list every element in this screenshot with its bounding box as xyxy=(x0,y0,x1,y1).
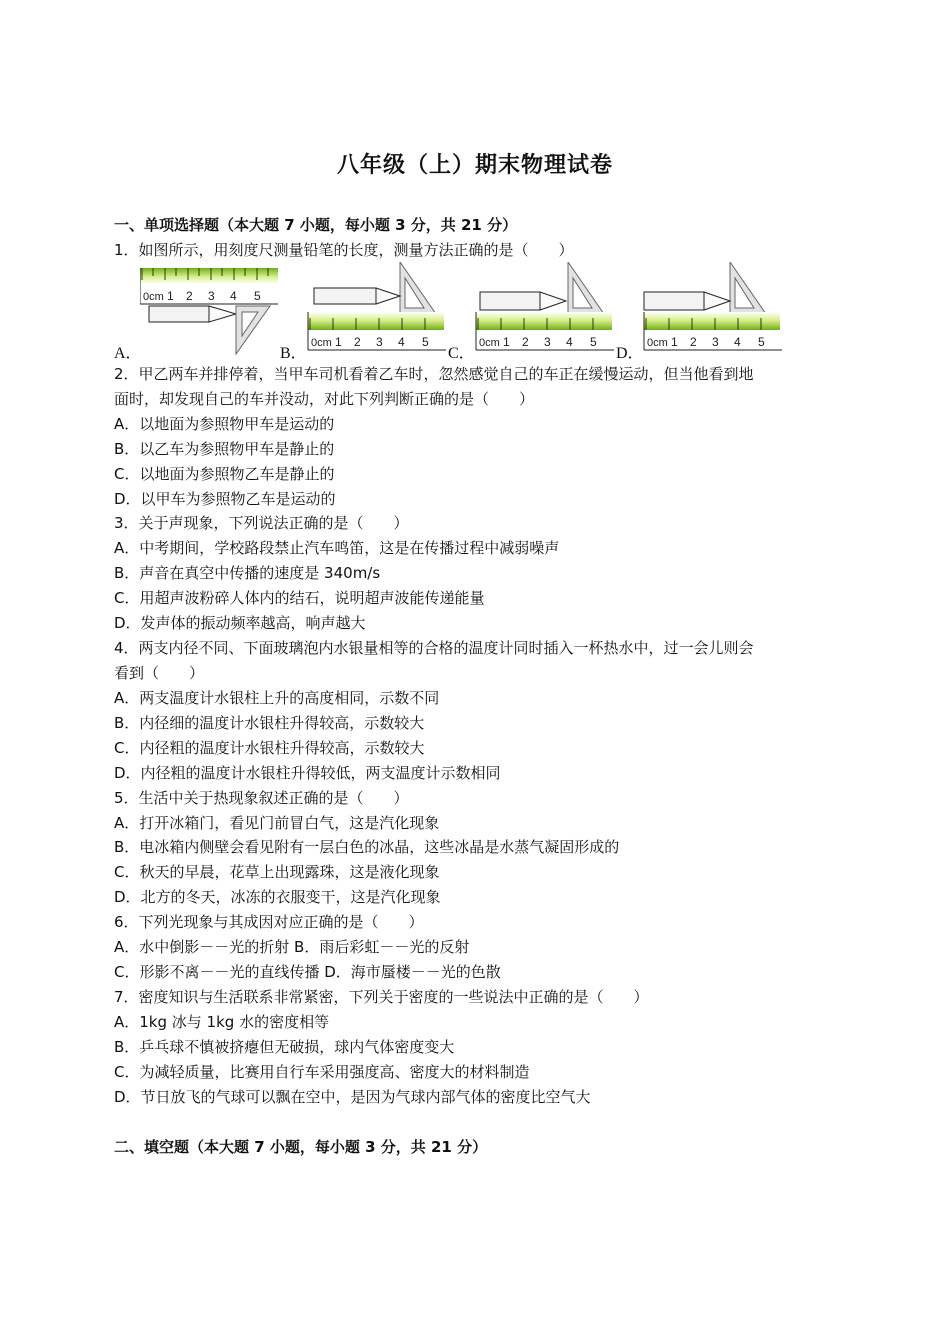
question-3-option-c: C．用超声波粉碎人体内的结石，说明超声波能传递能量 xyxy=(114,589,485,607)
svg-text:1: 1 xyxy=(503,335,510,349)
ruler-figure-a xyxy=(140,262,280,362)
question-3-option-d: D．发声体的振动频率越高，响声越大 xyxy=(114,614,366,632)
ruler-figure-c xyxy=(474,262,616,362)
question-4-stem-line-1: 4．两支内径不同、下面玻璃泡内水银量相等的合格的温度计同时插入一杯热水中，过一会儿则会 xyxy=(114,639,754,657)
question-2-option-d: D．以甲车为参照物乙车是运动的 xyxy=(114,490,336,508)
question-5-option-b: B．电冰箱内侧壁会看见附有一层白色的冰晶，这些冰晶是水蒸气凝固形成的 xyxy=(114,838,620,856)
svg-text:5: 5 xyxy=(590,335,597,349)
svg-text:3: 3 xyxy=(712,335,719,349)
question-4-option-b: B．内径细的温度计水银柱升得较高，示数较大 xyxy=(114,714,425,732)
question-1-figures xyxy=(114,262,794,362)
ruler-figure-b xyxy=(306,262,448,362)
question-3-option-a: A．中考期间，学校路段禁止汽车鸣笛，这是在传播过程中减弱噪声 xyxy=(114,539,560,557)
ruler-figure-d xyxy=(642,262,784,362)
section-heading-2: 二、填空题（本大题 7 小题，每小题 3 分，共 21 分） xyxy=(114,1138,488,1156)
question-6-options-cd: C．形影不离－－光的直线传播 D．海市蜃楼－－光的色散 xyxy=(114,963,501,981)
figure-label-c: C． xyxy=(448,345,475,362)
svg-text:0cm: 0cm xyxy=(647,337,668,349)
section-heading-1: 一、单项选择题（本大题 7 小题，每小题 3 分，共 21 分） xyxy=(114,216,518,234)
figure-label-a: A． xyxy=(114,345,142,362)
question-2-option-b: B．以乙车为参照物甲车是静止的 xyxy=(114,440,335,458)
question-5-option-c: C．秋天的早晨，花草上出现露珠，这是液化现象 xyxy=(114,863,440,881)
svg-text:3: 3 xyxy=(208,289,215,303)
figure-label-b: B． xyxy=(280,345,307,362)
svg-text:0cm: 0cm xyxy=(479,337,500,349)
question-7-stem: 7．密度知识与生活联系非常紧密，下列关于密度的一些说法中正确的是（ ） xyxy=(114,988,649,1006)
question-4-option-c: C．内径粗的温度计水银柱升得较高，示数较大 xyxy=(114,739,425,757)
question-3-option-b: B．声音在真空中传播的速度是 340m/s xyxy=(114,564,381,582)
question-1-stem: 1．如图所示，用刻度尺测量铅笔的长度，测量方法正确的是（ ） xyxy=(114,241,574,259)
question-5-option-d: D．北方的冬天，冰冻的衣服变干，这是汽化现象 xyxy=(114,888,441,906)
svg-text:3: 3 xyxy=(544,335,551,349)
page-title: 八年级（上）期末物理试卷 xyxy=(336,153,613,178)
question-5-option-a: A．打开冰箱门，看见门前冒白气，这是汽化现象 xyxy=(114,814,440,832)
svg-text:2: 2 xyxy=(690,335,697,349)
svg-text:5: 5 xyxy=(758,335,765,349)
svg-text:5: 5 xyxy=(422,335,429,349)
svg-text:2: 2 xyxy=(354,335,361,349)
svg-text:2: 2 xyxy=(522,335,529,349)
question-7-option-b: B．乒乓球不慎被挤瘪但无破损，球内气体密度变大 xyxy=(114,1038,455,1056)
question-2-option-c: C．以地面为参照物乙车是静止的 xyxy=(114,465,335,483)
question-6-stem: 6．下列光现象与其成因对应正确的是（ ） xyxy=(114,913,424,931)
svg-text:4: 4 xyxy=(398,335,405,349)
question-7-option-d: D．节日放飞的气球可以飘在空中，是因为气球内部气体的密度比空气大 xyxy=(114,1088,591,1106)
svg-text:1: 1 xyxy=(671,335,678,349)
svg-text:4: 4 xyxy=(566,335,573,349)
question-3-stem: 3．关于声现象，下列说法正确的是（ ） xyxy=(114,514,409,532)
svg-text:0cm: 0cm xyxy=(143,291,164,303)
question-7-option-c: C．为减轻质量，比赛用自行车采用强度高、密度大的材料制造 xyxy=(114,1063,530,1081)
svg-text:3: 3 xyxy=(376,335,383,349)
svg-text:4: 4 xyxy=(230,289,237,303)
question-5-stem: 5．生活中关于热现象叙述正确的是（ ） xyxy=(114,789,409,807)
question-4-option-d: D．内径粗的温度计水银柱升得较低，两支温度计示数相同 xyxy=(114,764,501,782)
figure-label-d: D． xyxy=(616,345,644,362)
question-7-option-a: A．1kg 冰与 1kg 水的密度相等 xyxy=(114,1013,330,1031)
question-4-stem-line-2: 看到（ ） xyxy=(114,664,205,682)
question-6-options-ab: A．水中倒影－－光的折射 B．雨后彩虹－－光的反射 xyxy=(114,938,470,956)
svg-text:1: 1 xyxy=(335,335,342,349)
question-2-option-a: A．以地面为参照物甲车是运动的 xyxy=(114,415,335,433)
svg-text:0cm: 0cm xyxy=(311,337,332,349)
question-2-stem-line-1: 2．甲乙两车并排停着，当甲车司机看着乙车时，忽然感觉自己的车正在缓慢运动，但当他看到地 xyxy=(114,365,754,383)
svg-text:1: 1 xyxy=(167,289,174,303)
svg-text:5: 5 xyxy=(254,289,261,303)
question-4-option-a: A．两支温度计水银柱上升的高度相同，示数不同 xyxy=(114,689,440,707)
svg-text:4: 4 xyxy=(734,335,741,349)
question-2-stem-line-2: 面时，却发现自己的车并没动，对此下列判断正确的是（ ） xyxy=(114,390,535,408)
svg-text:2: 2 xyxy=(186,289,193,303)
